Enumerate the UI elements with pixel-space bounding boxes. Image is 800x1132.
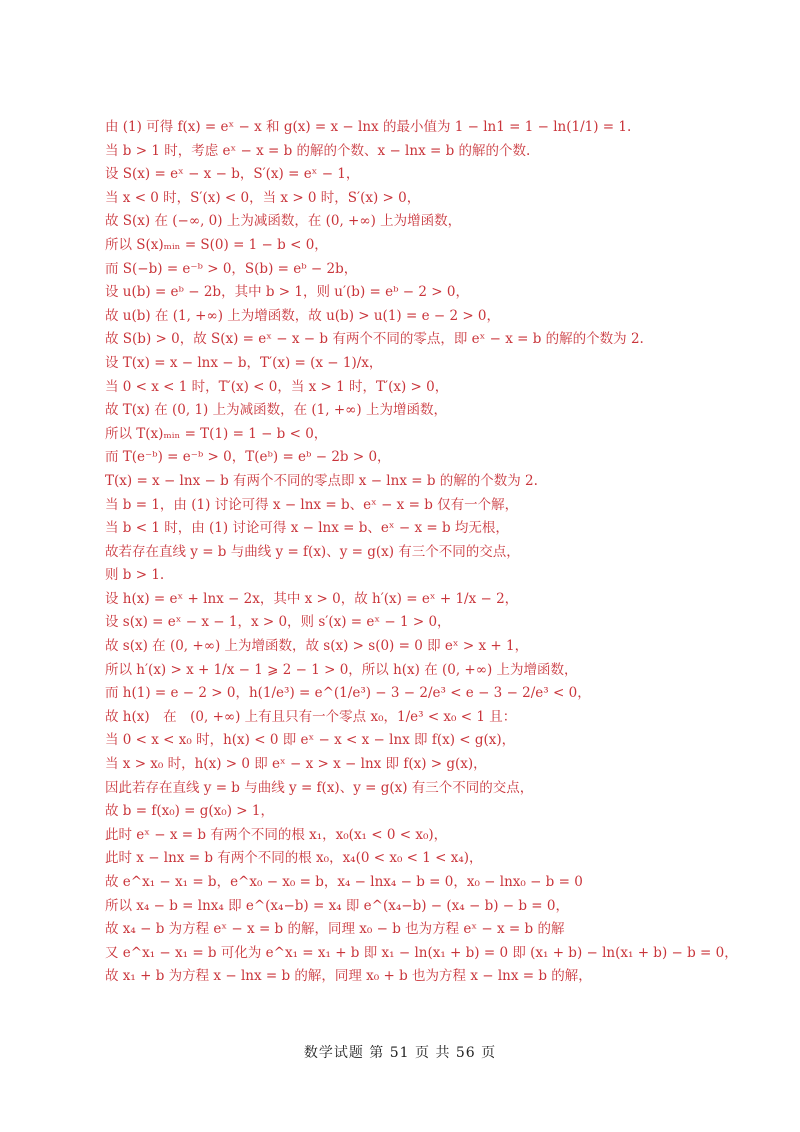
text-line: 所以 x₄ − b = lnx₄ 即 e^(x₄−b) = x₄ 即 e^(x₄−b) − (x₄ − b) − b = 0， bbox=[105, 897, 570, 914]
text-line: 故 T(x) 在 (0, 1) 上为减函数，在 (1, +∞) 上为增函数， bbox=[105, 402, 447, 419]
text-line: 当 x < 0 时，S′(x) < 0，当 x > 0 时，S′(x) > 0， bbox=[105, 189, 421, 206]
text-line: 故 u(b) 在 (1, +∞) 上为增函数，故 u(b) > u(1) = e − 2 > 0， bbox=[105, 307, 501, 324]
text-line: 故 e^x₁ − x₁ = b，e^x₀ − x₀ = b，x₄ − lnx₄ − b = 0，x₀ − lnx₀ − b = 0 bbox=[105, 874, 583, 890]
text-line: 故 h(x) 在 (0, +∞) 上有且只有一个零点 x₀，1/e³ < x₀ < 1 且： bbox=[105, 708, 517, 725]
text-line: 当 x > x₀ 时，h(x) > 0 即 eˣ − x > x − lnx 即 f(x) > g(x)， bbox=[105, 756, 487, 773]
text-line: 设 s(x) = eˣ − x − 1，x > 0，则 s′(x) = eˣ − 1 > 0， bbox=[105, 614, 451, 631]
text-line: 因此若存在直线 y = b 与曲线 y = f(x)、y = g(x) 有三个不同的交点， bbox=[105, 779, 534, 796]
text-line: 设 T(x) = x − lnx − b，T′(x) = (x − 1)/x， bbox=[105, 354, 383, 371]
text-line: 故若存在直线 y = b 与曲线 y = f(x)、y = g(x) 有三个不同的交点， bbox=[105, 543, 520, 560]
text-line: 当 b > 1 时，考虑 eˣ − x = b 的解的个数、x − lnx = b 的解的个数. bbox=[105, 142, 531, 159]
text-line: 设 h(x) = eˣ + lnx − 2x，其中 x > 0，故 h′(x) = eˣ + 1/x − 2， bbox=[105, 590, 519, 607]
text-line: 当 0 < x < x₀ 时，h(x) < 0 即 eˣ − x < x − lnx 即 f(x) < g(x)， bbox=[105, 732, 516, 749]
text-line: 当 b < 1 时，由 (1) 讨论可得 x − lnx = b、eˣ − x = b 均无根， bbox=[105, 520, 509, 537]
solution-text bbox=[105, 116, 738, 989]
text-line: 此时 x − lnx = b 有两个不同的根 x₀，x₄(0 < x₀ < 1 < x₄)， bbox=[105, 850, 483, 867]
text-line: 故 x₄ − b 为方程 eˣ − x = b 的解，同理 x₀ − b 也为方程 eˣ − x = b 的解 bbox=[105, 921, 565, 938]
text-line: 故 S(x) 在 (−∞, 0) 上为减函数，在 (0, +∞) 上为增函数， bbox=[105, 213, 462, 230]
text-line: 而 T(e⁻ᵇ) = e⁻ᵇ > 0，T(eᵇ) = eᵇ − 2b > 0， bbox=[105, 449, 391, 466]
text-line: 故 S(b) > 0，故 S(x) = eˣ − x − b 有两个不同的零点，即 eˣ − x = b 的解的个数为 2. bbox=[105, 331, 644, 348]
text-line: 设 S(x) = eˣ − x − b，S′(x) = eˣ − 1， bbox=[105, 166, 360, 183]
text-line: 所以 S(x)ₘᵢₙ = S(0) = 1 − b < 0， bbox=[105, 236, 328, 253]
text-line: 当 b = 1，由 (1) 讨论可得 x − lnx = b、eˣ − x = b 仅有一个解， bbox=[105, 496, 519, 513]
text-line: 由 (1) 可得 f(x) = eˣ − x 和 g(x) = x − lnx 的最小值为 1 − ln1 = 1 − ln(1/1) = 1. bbox=[105, 119, 632, 135]
text-line: 设 u(b) = eᵇ − 2b，其中 b > 1，则 u′(b) = eᵇ − 2 > 0， bbox=[105, 284, 469, 301]
text-line: T(x) = x − lnx − b 有两个不同的零点即 x − lnx = b 的解的个数为 2. bbox=[105, 472, 538, 489]
text-line: 则 b > 1. bbox=[105, 567, 165, 584]
text-line: 而 h(1) = e − 2 > 0，h(1/e³) = e^(1/e³) − 3 − 2/e³ < e − 3 − 2/e³ < 0， bbox=[105, 685, 591, 702]
text-line: 所以 h′(x) > x + 1/x − 1 ⩾ 2 − 1 > 0，所以 h(x) 在 (0, +∞) 上为增函数， bbox=[105, 661, 578, 678]
page-footer: 数学试题 第 51 页 共 56 页 bbox=[303, 1045, 497, 1061]
text-line: 此时 eˣ − x = b 有两个不同的根 x₁，x₀(x₁ < 0 < x₀)， bbox=[105, 826, 448, 843]
text-line: 当 0 < x < 1 时，T′(x) < 0，当 x > 1 时，T′(x) > 0， bbox=[105, 378, 449, 395]
text-line: 故 b = f(x₀) = g(x₀) > 1， bbox=[105, 803, 274, 820]
text-line: 故 x₁ + b 为方程 x − lnx = b 的解，同理 x₀ + b 也为方程 x − lnx = b 的解， bbox=[105, 968, 592, 985]
text-line: 故 s(x) 在 (0, +∞) 上为增函数，故 s(x) > s(0) = 0 即 eˣ > x + 1， bbox=[105, 638, 529, 655]
text-line: 又 e^x₁ − x₁ = b 可化为 e^x₁ = x₁ + b 即 x₁ − ln(x₁ + b) = 0 即 (x₁ + b) − ln(x₁ + b) − b = 0， bbox=[105, 944, 738, 961]
text-line: 所以 T(x)ₘᵢₙ = T(1) = 1 − b < 0， bbox=[105, 425, 328, 442]
text-line: 而 S(−b) = e⁻ᵇ > 0，S(b) = eᵇ − 2b， bbox=[105, 260, 358, 277]
